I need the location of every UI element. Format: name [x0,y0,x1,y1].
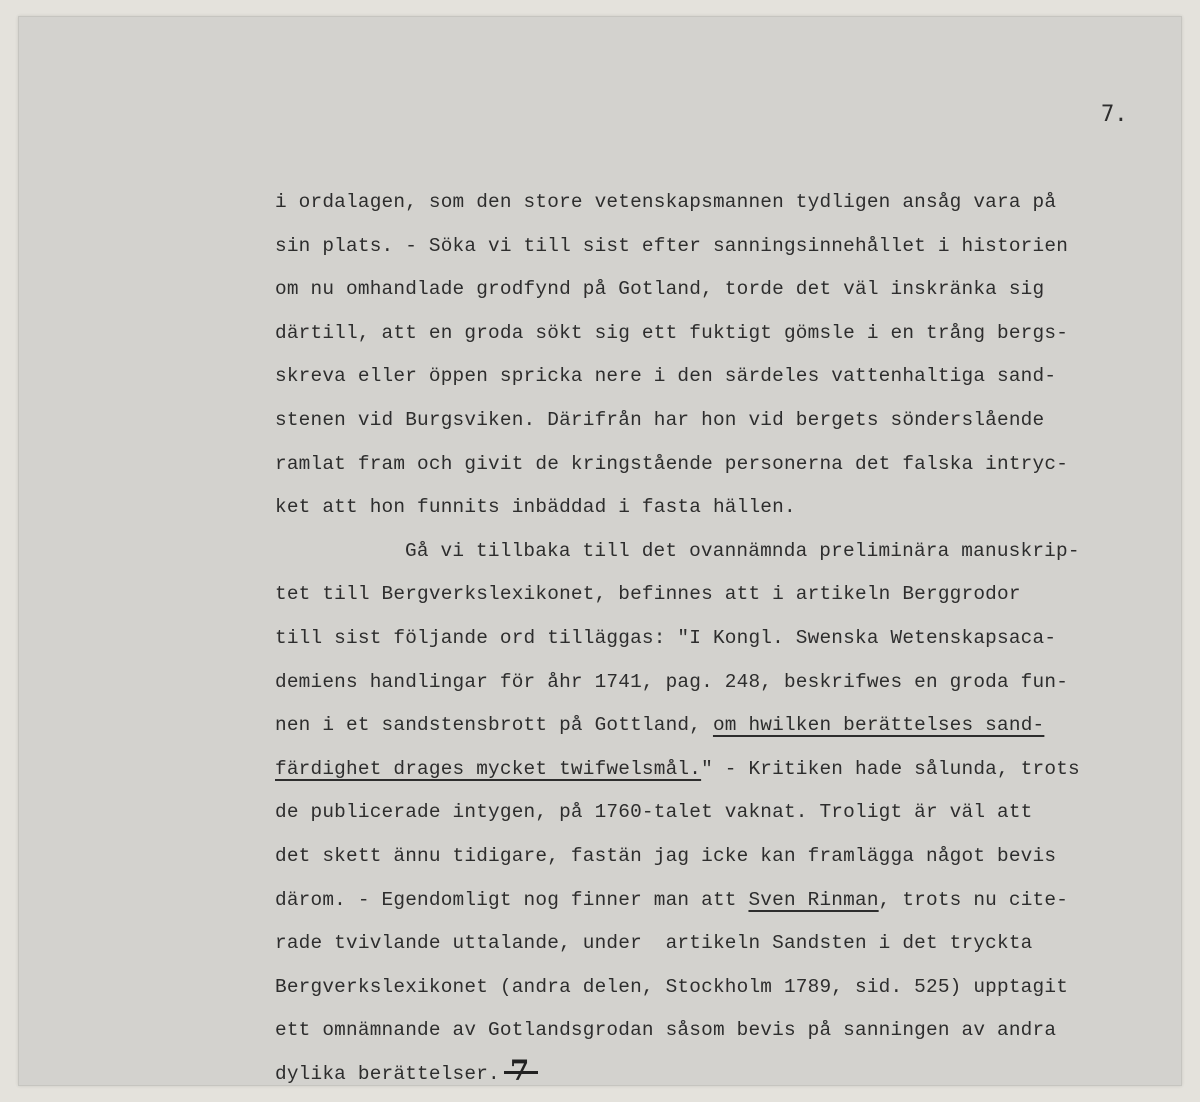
text-line: därtill, att en groda sökt sig ett fuktigt gömsle i en trång bergs- [275,321,1069,344]
body-text [275,181,1195,1096]
underlined-quote: färdighet drages mycket twifwelsmål. [275,757,702,780]
text-line: ett omnämnande av Gotlandsgrodan såsom bevis på sanningen av andra [275,1019,1057,1042]
handwritten-mark: 7 [509,1053,530,1087]
text-line: sin plats. - Söka vi till sist efter sanningsinnehållet i historien [275,234,1069,257]
text-line: rade tvivlande uttalande, under artikeln Sandsten i det tryckta [275,932,1033,955]
text-line: tet till Bergverkslexikonet, befinnes att i artikeln Berggrodor [275,583,1021,606]
text-line: i ordalagen, som den store vetenskapsmannen tydligen ansåg vara på [275,191,1057,213]
document-page [18,16,1182,1086]
page-number: 7. [1101,102,1128,127]
text-line: demiens handlingar för åhr 1741, pag. 248, beskrifwes en groda fun- [275,670,1069,693]
text-line [275,704,1195,748]
text-line: ramlat fram och givit de kringstående personerna det falska intryc- [275,452,1069,475]
text-segment: därom. - Egendomligt nog finner man att [275,888,749,911]
text-line [275,1053,1195,1097]
text-line [275,748,1195,792]
underlined-name: Sven Rinman [748,888,879,911]
text-segment: nen i et sandstensbrott på Gottland, [275,714,713,737]
text-line: de publicerade intygen, på 1760-talet vaknat. Troligt är väl att [275,801,1033,824]
text-line: skreva eller öppen spricka nere i den särdeles vattenhaltiga sand- [275,365,1057,388]
text-line: om nu omhandlade grodfynd på Gotland, torde det väl inskränka sig [275,278,1045,301]
text-segment: " - Kritiken hade sålunda, trots [701,757,1080,780]
text-line: stenen vid Burgsviken. Därifrån har hon vid bergets sönderslående [275,408,1045,431]
text-line: till sist följande ord tilläggas: "I Kongl. Swenska Wetenskapsaca- [275,626,1057,649]
text-line [275,879,1195,923]
text-line: Bergverkslexikonet (andra delen, Stockholm 1789, sid. 525) upptagit [275,975,1069,998]
text-line: ket att hon funnits inbäddad i fasta hällen. [275,496,796,519]
text-segment: dylika berättelser. [275,1062,500,1085]
text-line: det skett ännu tidigare, fastän jag icke kan framlägga något bevis [275,844,1057,867]
underlined-quote: om hwilken berättelses sand- [712,714,1045,737]
text-line: Gå vi tillbaka till det ovannämnda preliminära manuskrip- [405,539,1080,562]
text-segment: , trots nu cite- [878,888,1069,911]
